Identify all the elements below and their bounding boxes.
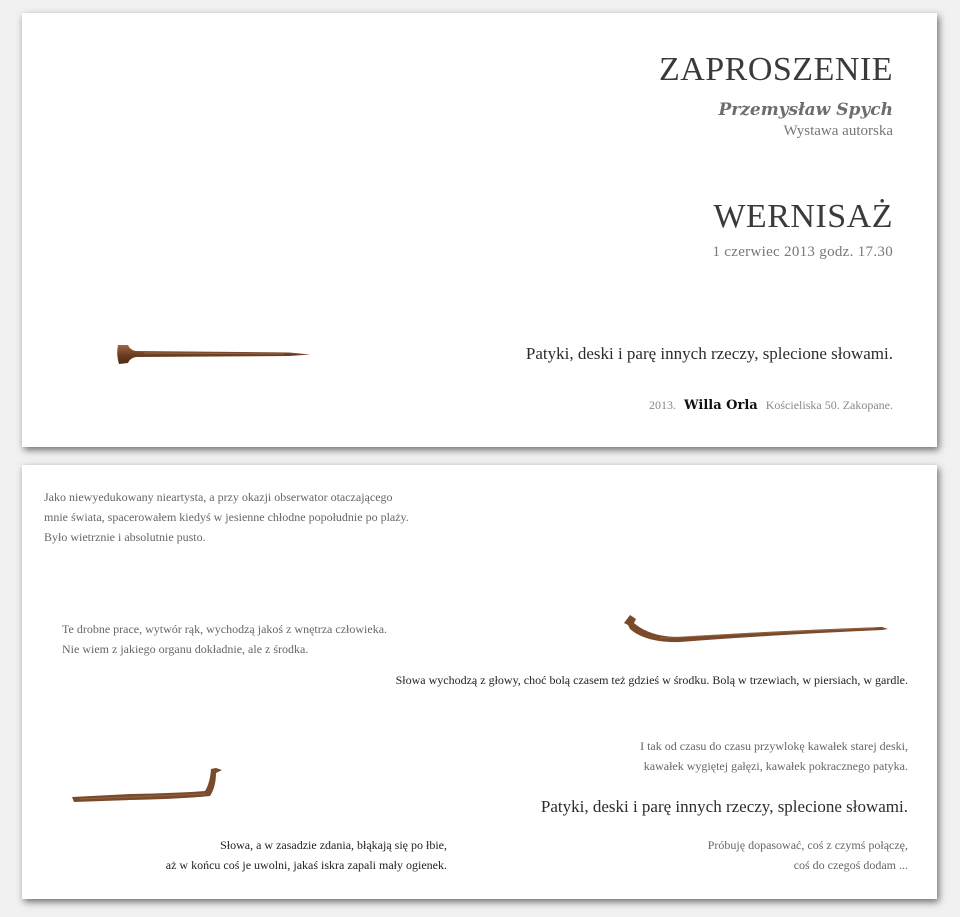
paragraph-line: Próbuję dopasować, coś z czymś połączę, — [707, 838, 908, 852]
invitation-front-card — [22, 13, 937, 447]
tagline-back: Patyki, deski i parę innych rzeczy, splecione słowami. — [540, 797, 908, 816]
paragraph-sentences — [132, 835, 447, 875]
paragraph-line: mnie świata, spacerowałem kiedyś w jesienne chłodne popołudnie po plaży. — [44, 510, 409, 524]
paragraph-matching — [708, 835, 908, 875]
paragraph-line: kawałek wygiętej gałęzi, kawałek pokracznego patyka. — [643, 759, 908, 773]
paragraph-line: Nie wiem z jakiego organu dokładnie, ale z środka. — [62, 642, 309, 656]
vernissage-heading: WERNISAŻ — [713, 198, 893, 235]
paragraph-line: Było wietrznie i absolutnie pusto. — [44, 530, 206, 544]
rusty-nail-icon — [114, 339, 314, 369]
paragraph-line: Słowa, a w zasadzie zdania, błąkają się po łbie, — [220, 838, 447, 852]
hooked-nail-icon — [620, 611, 892, 649]
paragraph-line: I tak od czasu do czasu przywlokę kawałek starej deski, — [640, 739, 908, 753]
venue-address: Kościeliska 50. Zakopane. — [765, 398, 893, 412]
paragraph-line: Jako niewyedukowany nieartysta, a przy okazji obserwator otaczającego — [44, 490, 393, 504]
invitation-title: ZAPROSZENIE — [658, 51, 893, 88]
tagline: Patyki, deski i parę innych rzeczy, splecione słowami. — [525, 344, 893, 363]
exhibition-subtitle: Wystawa autorska — [783, 123, 893, 139]
event-date: 1 czerwiec 2013 godz. 17.30 — [712, 244, 893, 260]
artist-name: Przemysław Spych — [718, 100, 893, 120]
bent-nail-icon — [70, 763, 228, 807]
paragraph-works — [62, 619, 387, 659]
paragraph-line: Te drobne prace, wytwór rąk, wychodzą jakoś z wnętrza człowieka. — [62, 622, 388, 636]
paragraph-words: Słowa wychodzą z głowy, choć bolą czasem też gdzieś w środku. Bolą w trzewiach, w piersiach, w gardle. — [395, 673, 908, 687]
footer-year: 2013. — [649, 398, 677, 412]
paragraph-intro — [44, 487, 409, 547]
paragraph-line: coś do czegoś dodam ... — [793, 858, 908, 872]
invitation-back-card — [22, 465, 937, 899]
footer — [649, 398, 893, 413]
paragraph-line: aż w końcu coś je uwolni, jakaś iskra zapali mały ogienek. — [165, 858, 447, 872]
venue-logo: Willa Orla — [684, 398, 758, 413]
paragraph-wood — [640, 736, 908, 776]
